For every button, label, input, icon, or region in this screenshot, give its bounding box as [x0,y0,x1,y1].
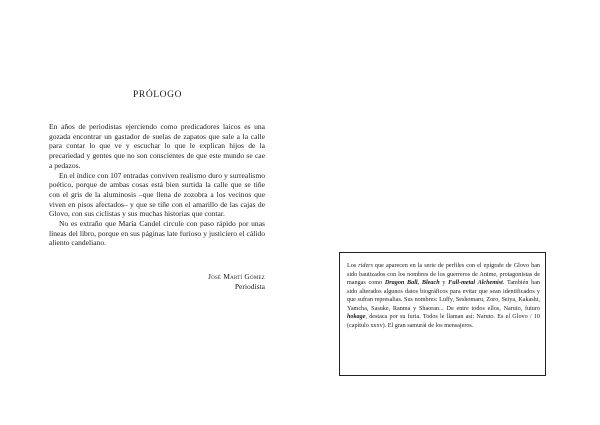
note-text-part: , destaca por su furia. Todos le llaman así: Naruto. Es el Glovo / 10 (capítulo xxxv). El gran samurái de los mensajeros. [347,314,540,329]
right-page [300,0,600,425]
note-title-dragon-ball: Dragon Ball, Bleach [384,280,440,287]
prologue-paragraph-2: En el índice con 107 entradas conviven realismo duro y surrealismo poético, porque de ambas cosas está bien surtida la calle que se tiñe con el gris de la aluminosis –que llena de zozobra a los vecinos que viven en pisos afectados– y que se tiñe con el amarillo de las cajas de Glovo, con sus ciclistas y sus muchas historias que contar. [49,170,265,219]
prologue-paragraph-3: No es extraño que María Candel circule con paso rápido por unas líneas del libro, porque en sus páginas late furioso y justiciero el cálido aliento candeliano. [49,219,265,248]
riders-note-text [347,262,540,330]
signature-name: José Martí Gómez [207,272,265,281]
prologue-paragraph-1: En años de periodistas ejerciendo como predicadores laicos es una gozada encontrar un gastador de suelas de zapatos que sale a la calle para contar lo que ve y escuchar lo que le explican hijos de la precariedad y gentes que no son conscientes de que este mundo se cae a pedazos. [49,122,265,170]
signature-block [208,272,265,291]
riders-note-box [339,252,546,376]
note-text-part: . También han sido alterados algunos datos biográficos para evitar que sean identificados y que sufran represalias. Sus nombres: Luffy, Seshomaru, Zoro, Seiya, Kakashi, Yamcha, Sasuke, Ranma y Shaoran... De entre todos ellos, Naruto, futuro [347,280,540,312]
prologue-title: PRÓLOGO [133,90,183,100]
note-title-fullmetal: Full-metal Alchemist [448,280,503,287]
note-text-part: y [439,280,449,287]
note-term-hokage: hokage [347,314,366,321]
prologue-body [49,122,265,248]
signature-role: Periodista [234,281,265,291]
note-text-part: Los [347,263,359,269]
note-text-part: que aparecen en la serie de perfiles con el epígrafe de Glovo han sido bautizados con los nombres de los guerreros de Anime, protagonistas de mangas como [347,263,540,287]
note-term-riders: riders [358,263,373,269]
